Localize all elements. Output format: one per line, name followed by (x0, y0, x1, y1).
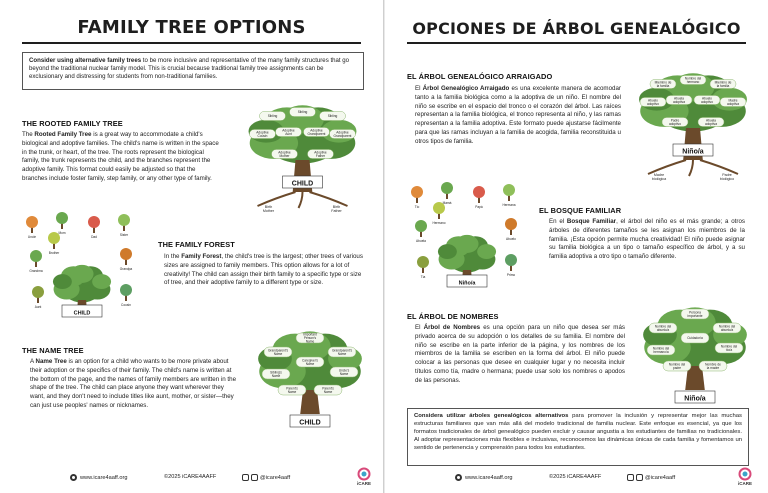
small-tree-label: Primo (506, 273, 516, 277)
small-tree-label: Mom (58, 231, 66, 235)
small-tree-canopy (32, 286, 44, 298)
name-tree-heading: THE NAME TREE (22, 346, 84, 355)
icare-logo (356, 468, 372, 486)
child-name: CHILD (291, 180, 314, 188)
intro-box (22, 52, 364, 90)
small-tree-canopy (433, 202, 445, 214)
spanish-page (385, 0, 768, 493)
page-title-es: OPCIONES DE ÁRBOL GENEALÓGICO (412, 19, 741, 38)
rooted-tree-figure (240, 100, 365, 212)
leaf-label: Persona importante (687, 310, 703, 318)
small-tree-label: Sister (119, 233, 129, 237)
child-name: Niño/a (458, 280, 476, 287)
globe-icon (455, 474, 462, 481)
title-underline (22, 42, 361, 44)
small-tree-canopy (88, 216, 100, 228)
small-tree-canopy (120, 248, 132, 260)
footer-copyright: ©2025 iCARE4AAFF (164, 474, 217, 480)
leaf-label: Miembro de la familia (714, 80, 732, 88)
small-tree-label: Mamá (442, 201, 452, 205)
leaf-label: Abuela adoptiva (672, 96, 686, 104)
leaf-label: Adoptive Mother (278, 150, 291, 158)
leaf-label: Nombre del hermano (684, 76, 702, 84)
leaf-label: Padre adoptivo (668, 118, 682, 126)
icare-logo-es (737, 468, 753, 486)
name-tree-figure-es (639, 300, 751, 408)
leaf-label: Abuela adoptiva (704, 118, 718, 126)
svg-text:iCARE: iCARE (356, 481, 372, 486)
leaf-label: Cuidador/a (687, 336, 703, 341)
rooted-heading-es: EL ÁRBOL GENEALÓGICO ARRAIGADO (407, 72, 553, 81)
closing-box (407, 408, 749, 466)
leaf-label: Adoptive Father (314, 150, 327, 158)
child-name: Niño/a (684, 395, 706, 403)
leaf-label: Caregiver's Name (301, 358, 319, 366)
footer-website-es[interactable]: www.icare4aaff.org (455, 474, 512, 481)
canopy-blob (92, 274, 111, 289)
small-tree-label: Cousin (121, 303, 131, 307)
closing-text: para promover la inclusión y representar mejor las muchas estructuras familiares que van más allá del modelo tradicional de familia nuclear. Este enfoque es esencial, ya que los formatos tradicionales de árbol genealógico pueden excluir y causar angustia a los estudiantes de familias no tradicionales. Al adoptar representaciones más flexibles e inclusivas, reconocemos las dinámicas únicas de cada familia y fomentamos un sentido de pertenencia y comprensión para todos los estudiantes. (414, 413, 742, 451)
canopy-blob (53, 274, 72, 289)
leaf-label: Nombre del abuelo/a (654, 324, 672, 332)
svg-text:iCARE: iCARE (737, 481, 753, 486)
small-tree-label: Grandma (29, 269, 43, 273)
small-tree-canopy (473, 186, 485, 198)
name-tree-term-es: Árbol de Nombres (423, 324, 481, 331)
small-tree-label: Tío (414, 205, 420, 209)
leaf-label: Abuelo adoptivo (700, 96, 714, 104)
forest-paragraph-es: En el Bosque Familiar, el árbol del niño es el más grande; a otros árboles de diferentes tamaños se les asignan los miembros de la familia. ¡Esta opción permite mucha creatividad! El niño puede asignar su familia biológica a un tipo o tamaño específico de árbol, y a su familia adoptiva a otro tipo o tamaño diferente. (549, 218, 746, 261)
leaf-label: Adoptive Cousin (256, 130, 269, 138)
leaf-label: Grandparent's Name (267, 348, 289, 356)
small-tree-canopy (120, 284, 132, 296)
leaf-label: Miembro de la familia (654, 80, 672, 88)
globe-icon (70, 474, 77, 481)
footer-social[interactable]: @icare4aaff (242, 474, 290, 481)
small-tree-label: Hermano (432, 221, 446, 225)
leaf-label: Nombre del padre (668, 362, 686, 370)
closing-lead: Considera utilizar árboles genealógicos alternativos (414, 413, 569, 419)
child-name: CHILD (73, 310, 91, 317)
forest-figure (22, 210, 140, 328)
leaf-label: Adoptive Grandparent (307, 128, 326, 136)
small-tree-canopy (417, 256, 429, 268)
leaf-label: Adoptive Aunt (282, 128, 295, 136)
root-label-birth-mother: Madre biológica (651, 173, 667, 181)
rooted-term: Rooted Family Tree (34, 131, 92, 138)
leaf-label: Adoptive Grandparent (333, 130, 352, 138)
small-tree-label: Tía (420, 275, 426, 279)
intro-lead: Consider using alternative family trees (29, 57, 142, 64)
forest-paragraph: In the Family Forest, the child's tree is the largest; other trees of various sizes are assigned to family members. This option allows for a lot of creativity! The child can assign their birth family to a specific type or size of tree, and their adoptive family to a different type or size. (164, 253, 363, 287)
leaf-label: Sibling's Name (270, 370, 282, 378)
forest-heading: THE FAMILY FOREST (158, 240, 235, 249)
small-tree-label: Papá (475, 205, 483, 209)
small-tree-canopy (503, 184, 515, 196)
leaf-label: Abuelo adoptivo (646, 98, 660, 106)
footer-social-es[interactable]: @icare4aaff (627, 474, 675, 481)
child-name: CHILD (299, 419, 321, 427)
rooted-paragraph: The Rooted Family Tree is a great way to accommodate a child's biological and adoptive families. The child's name is written in the space in the trunk, or heart, of the tree. The roots represent the biological family, the trunk represents the child, and the branches represent the adoptive family. This format could easily be adjusted so that the branches include foster family, step family, or any other type of family. (22, 131, 219, 182)
leaf-label: Parent's Name (322, 386, 334, 394)
leaf-label: Nombre de la madre (705, 362, 721, 370)
leaf-label: Important Person's Name (303, 332, 317, 344)
leaf-label: Madre adoptiva (726, 98, 740, 106)
small-tree-canopy (30, 250, 42, 262)
name-tree-heading-es: EL ÁRBOL DE NOMBRES (407, 312, 499, 321)
small-tree-canopy (505, 254, 517, 266)
leaf-label: Nombre del tío/a (720, 344, 738, 352)
forest-figure-es (407, 180, 525, 298)
small-tree-label: Aunt (34, 305, 42, 309)
root-label-birth-father: Padre biológico (719, 173, 735, 181)
small-tree-label: Dad (91, 235, 97, 239)
name-tree-paragraph-es: El Árbol de Nombres es una opción para un niño que desea ser más privado acerca de su adopción o los detalles de su familia. El nombre del niño se escribe en la parte inferior de la página, y los nombres de los miembros de la familia se escriben en la forma del árbol. El niño puede colocar a las personas que desee en cualquier lugar y no necesita incluir títulos como tía, madre o hermana; puede usar solo los nombres o apodos de las personas. (415, 324, 625, 384)
leaf-label: Sibling (267, 114, 278, 119)
name-tree-term: Name Tree (35, 358, 67, 365)
page-title: FAMILY TREE OPTIONS (77, 17, 306, 38)
intro-text: to be more inclusive and representative of the many family structures that go beyond the traditional nuclear family model. This is crucial because traditional family tree assignments can be exclusionary and distressing for students from non-traditional families. (29, 57, 350, 81)
small-tree-label: Hermana (502, 203, 516, 207)
canopy-blob (477, 244, 496, 259)
leaf-label: Parent's Name (286, 386, 298, 394)
small-tree-canopy (56, 212, 68, 224)
footer-website[interactable]: www.icare4aaff.org (70, 474, 127, 481)
small-tree-canopy (118, 214, 130, 226)
leaf-label: Nombre del abuelo/a (718, 324, 736, 332)
forest-term: Family Forest (181, 253, 222, 260)
footer-copyright-es: ©2025 iCARE4AAFF (549, 474, 602, 480)
small-tree-canopy (441, 182, 453, 194)
leaf-label: Grandparent's Name (331, 348, 353, 356)
rooted-term-es: Árbol Genealógico Arraigado (422, 85, 510, 92)
small-tree-canopy (505, 218, 517, 230)
root-label-birth-father: Birth Father (331, 205, 342, 213)
small-tree-label: Uncle (27, 235, 37, 239)
facebook-icon (242, 474, 249, 481)
leaf-label: Sibling (327, 114, 338, 119)
forest-heading-es: EL BOSQUE FAMILIAR (539, 206, 622, 215)
name-tree-figure (254, 324, 366, 446)
small-tree-canopy (411, 186, 423, 198)
name-tree-paragraph: A Name Tree is an option for a child who wants to be more private about their adoption or the specifics of their family. The child's name is written at the bottom of the page, and the names of family members are written in the shape of the tree. The child can place anyone they want wherever they want, and they don't need to include titles like aunt, mother, or sister—they can just use peoples' names or nicknames. (30, 358, 237, 409)
canopy-blob (438, 244, 457, 259)
instagram-icon (251, 474, 258, 481)
small-tree-canopy (415, 220, 427, 232)
rooted-tree-figure-es (633, 68, 753, 180)
leaf-label: Uncle's Name (338, 368, 350, 376)
canopy-blob (455, 235, 478, 253)
root-label-birth-mother: Birth Mother (262, 205, 275, 213)
canopy-blob (70, 265, 93, 283)
instagram-icon (636, 474, 643, 481)
child-name: Niño/a (682, 148, 704, 156)
small-tree-label: Grandpa (119, 267, 133, 271)
facebook-icon (627, 474, 634, 481)
title-underline-es (407, 42, 746, 44)
small-tree-label: Brother (48, 251, 60, 255)
rooted-heading: THE ROOTED FAMILY TREE (22, 119, 123, 128)
rooted-paragraph-es: El Árbol Genealógico Arraigado es una excelente manera de acomodar tanto a la familia biológica como a la adoptiva de un niño. El nombre del niño se escribe en el espacio del tronco o el corazón del árbol. Las raíces representan a la familia biológica, el tronco representa al niño, y las ramas representan a la familia adoptiva. Este formato puede ajustarse fácilmente para que las ramas incluyan a la familia de acogida, familia reconstituida u otros tipos de familia. (415, 85, 621, 145)
forest-term-es: Bosque Familiar (566, 218, 617, 225)
small-tree-canopy (48, 232, 60, 244)
small-tree-canopy (26, 216, 38, 228)
leaf-label: Sibling (297, 110, 308, 115)
small-tree-label: Abuela (416, 239, 426, 243)
leaf-label: Nombre del hermano/a (652, 346, 670, 354)
small-tree-label: Abuelo (506, 237, 516, 241)
